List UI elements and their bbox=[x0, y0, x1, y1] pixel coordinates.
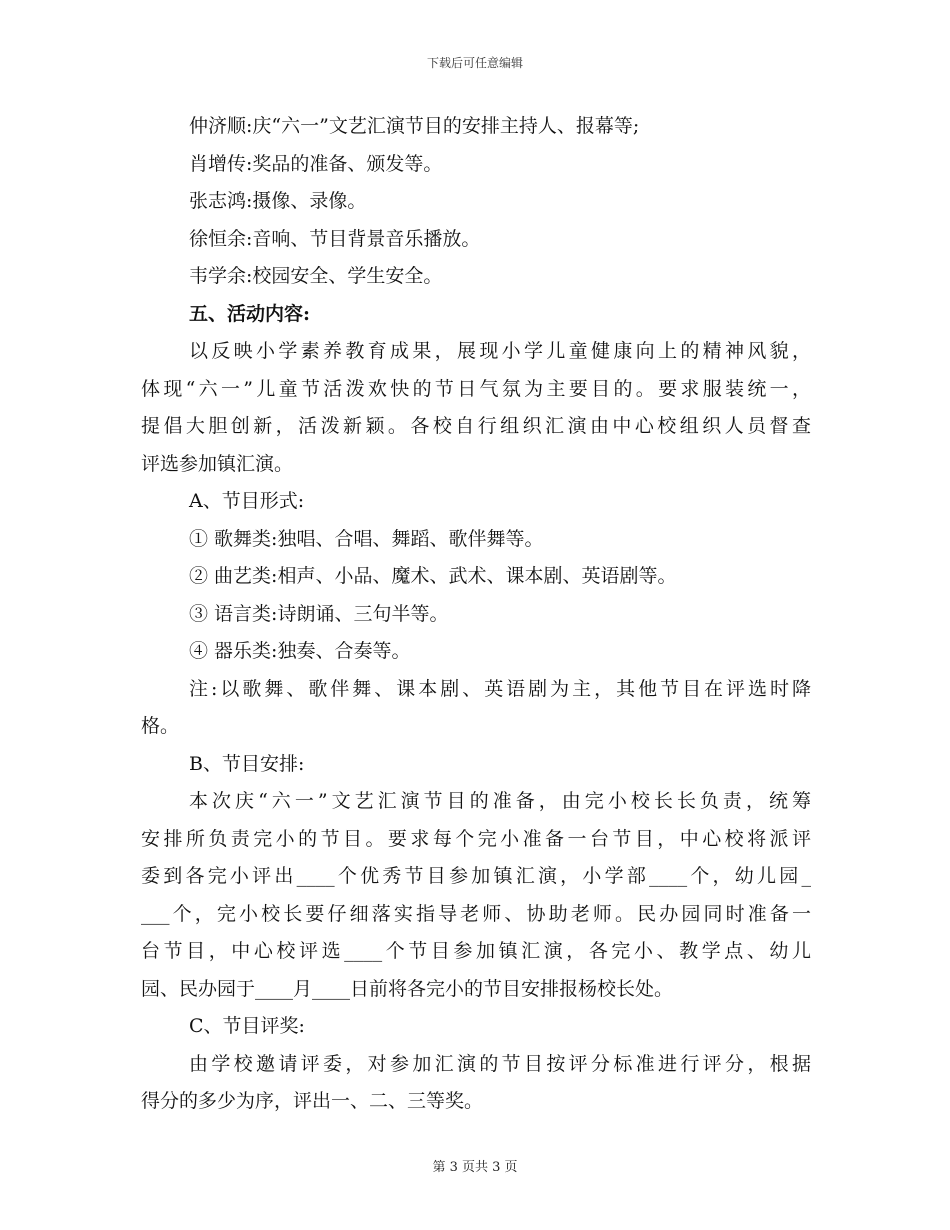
text-line: 以反映小学素养教育成果，展现小学儿童健康向上的精神风貌， bbox=[189, 340, 811, 362]
page-footer: 第 3 页共 3 页 bbox=[432, 1160, 518, 1175]
text-line: ___个，完小校长要仔细落实指导老师、协助老师。民办园同时准备一 bbox=[141, 902, 811, 925]
text-line: ③ 语言类:诗朗诵、三句半等。 bbox=[189, 602, 449, 625]
text-line: ① 歌舞类:独唱、合唱、舞蹈、歌伴舞等。 bbox=[189, 527, 544, 550]
text-line: 由学校邀请评委，对参加汇演的节目按评分标准进行评分，根据 bbox=[189, 1052, 811, 1075]
text-line: 韦学余:校园安全、学生安全。 bbox=[189, 265, 443, 287]
text-line: 注:以歌舞、歌伴舞、课本剧、英语剧为主，其他节目在评选时降 bbox=[189, 677, 811, 700]
text-line: 安排所负责完小的节目。要求每个完小准备一台节目，中心校将派评 bbox=[141, 827, 811, 850]
text-line: 得分的多少为序，评出一、二、三等奖。 bbox=[141, 1090, 484, 1112]
text-line: 徐恒余:音响、节目背景音乐播放。 bbox=[189, 227, 481, 250]
section-heading: 五、活动内容: bbox=[189, 302, 311, 325]
text-line: 园、民办园于____月____日前将各完小的节目安排报杨校长处。 bbox=[141, 977, 674, 1000]
text-line: 肖增传:奖品的准备、颁发等。 bbox=[189, 152, 443, 175]
text-line: 仲济顺:庆“六一”文艺汇演节目的安排主持人、报幕等; bbox=[189, 115, 640, 137]
text-line: 体现“六一”儿童节活泼欢快的节日气氛为主要目的。要求服装统一， bbox=[141, 377, 811, 400]
text-line: 委到各完小评出____个优秀节目参加镇汇演，小学部____个，幼儿园_ bbox=[141, 865, 811, 887]
text-line: 提倡大胆创新，活泼新颖。各校自行组织汇演由中心校组织人员督查 bbox=[141, 415, 811, 437]
text-line: ② 曲艺类:相声、小品、魔术、武术、课本剧、英语剧等。 bbox=[189, 565, 677, 587]
page-header: 下载后可任意编辑 bbox=[426, 56, 523, 70]
text-line: 评选参加镇汇演。 bbox=[141, 452, 294, 475]
text-line: ④ 器乐类:独奏、合奏等。 bbox=[189, 640, 411, 662]
text-line: 张志鸿:摄像、录像。 bbox=[189, 190, 367, 212]
text-line: A、节目形式: bbox=[189, 490, 305, 512]
text-line: B、节目安排: bbox=[189, 752, 305, 775]
text-line: 本次庆“六一”文艺汇演节目的准备，由完小校长长负责，统筹 bbox=[189, 790, 811, 812]
text-line: 格。 bbox=[141, 715, 180, 737]
text-line: C、节目评奖: bbox=[189, 1015, 305, 1037]
text-line: 台节目，中心校评选____个节目参加镇汇演，各完小、教学点、幼儿 bbox=[141, 940, 811, 962]
document-body bbox=[141, 108, 811, 1121]
